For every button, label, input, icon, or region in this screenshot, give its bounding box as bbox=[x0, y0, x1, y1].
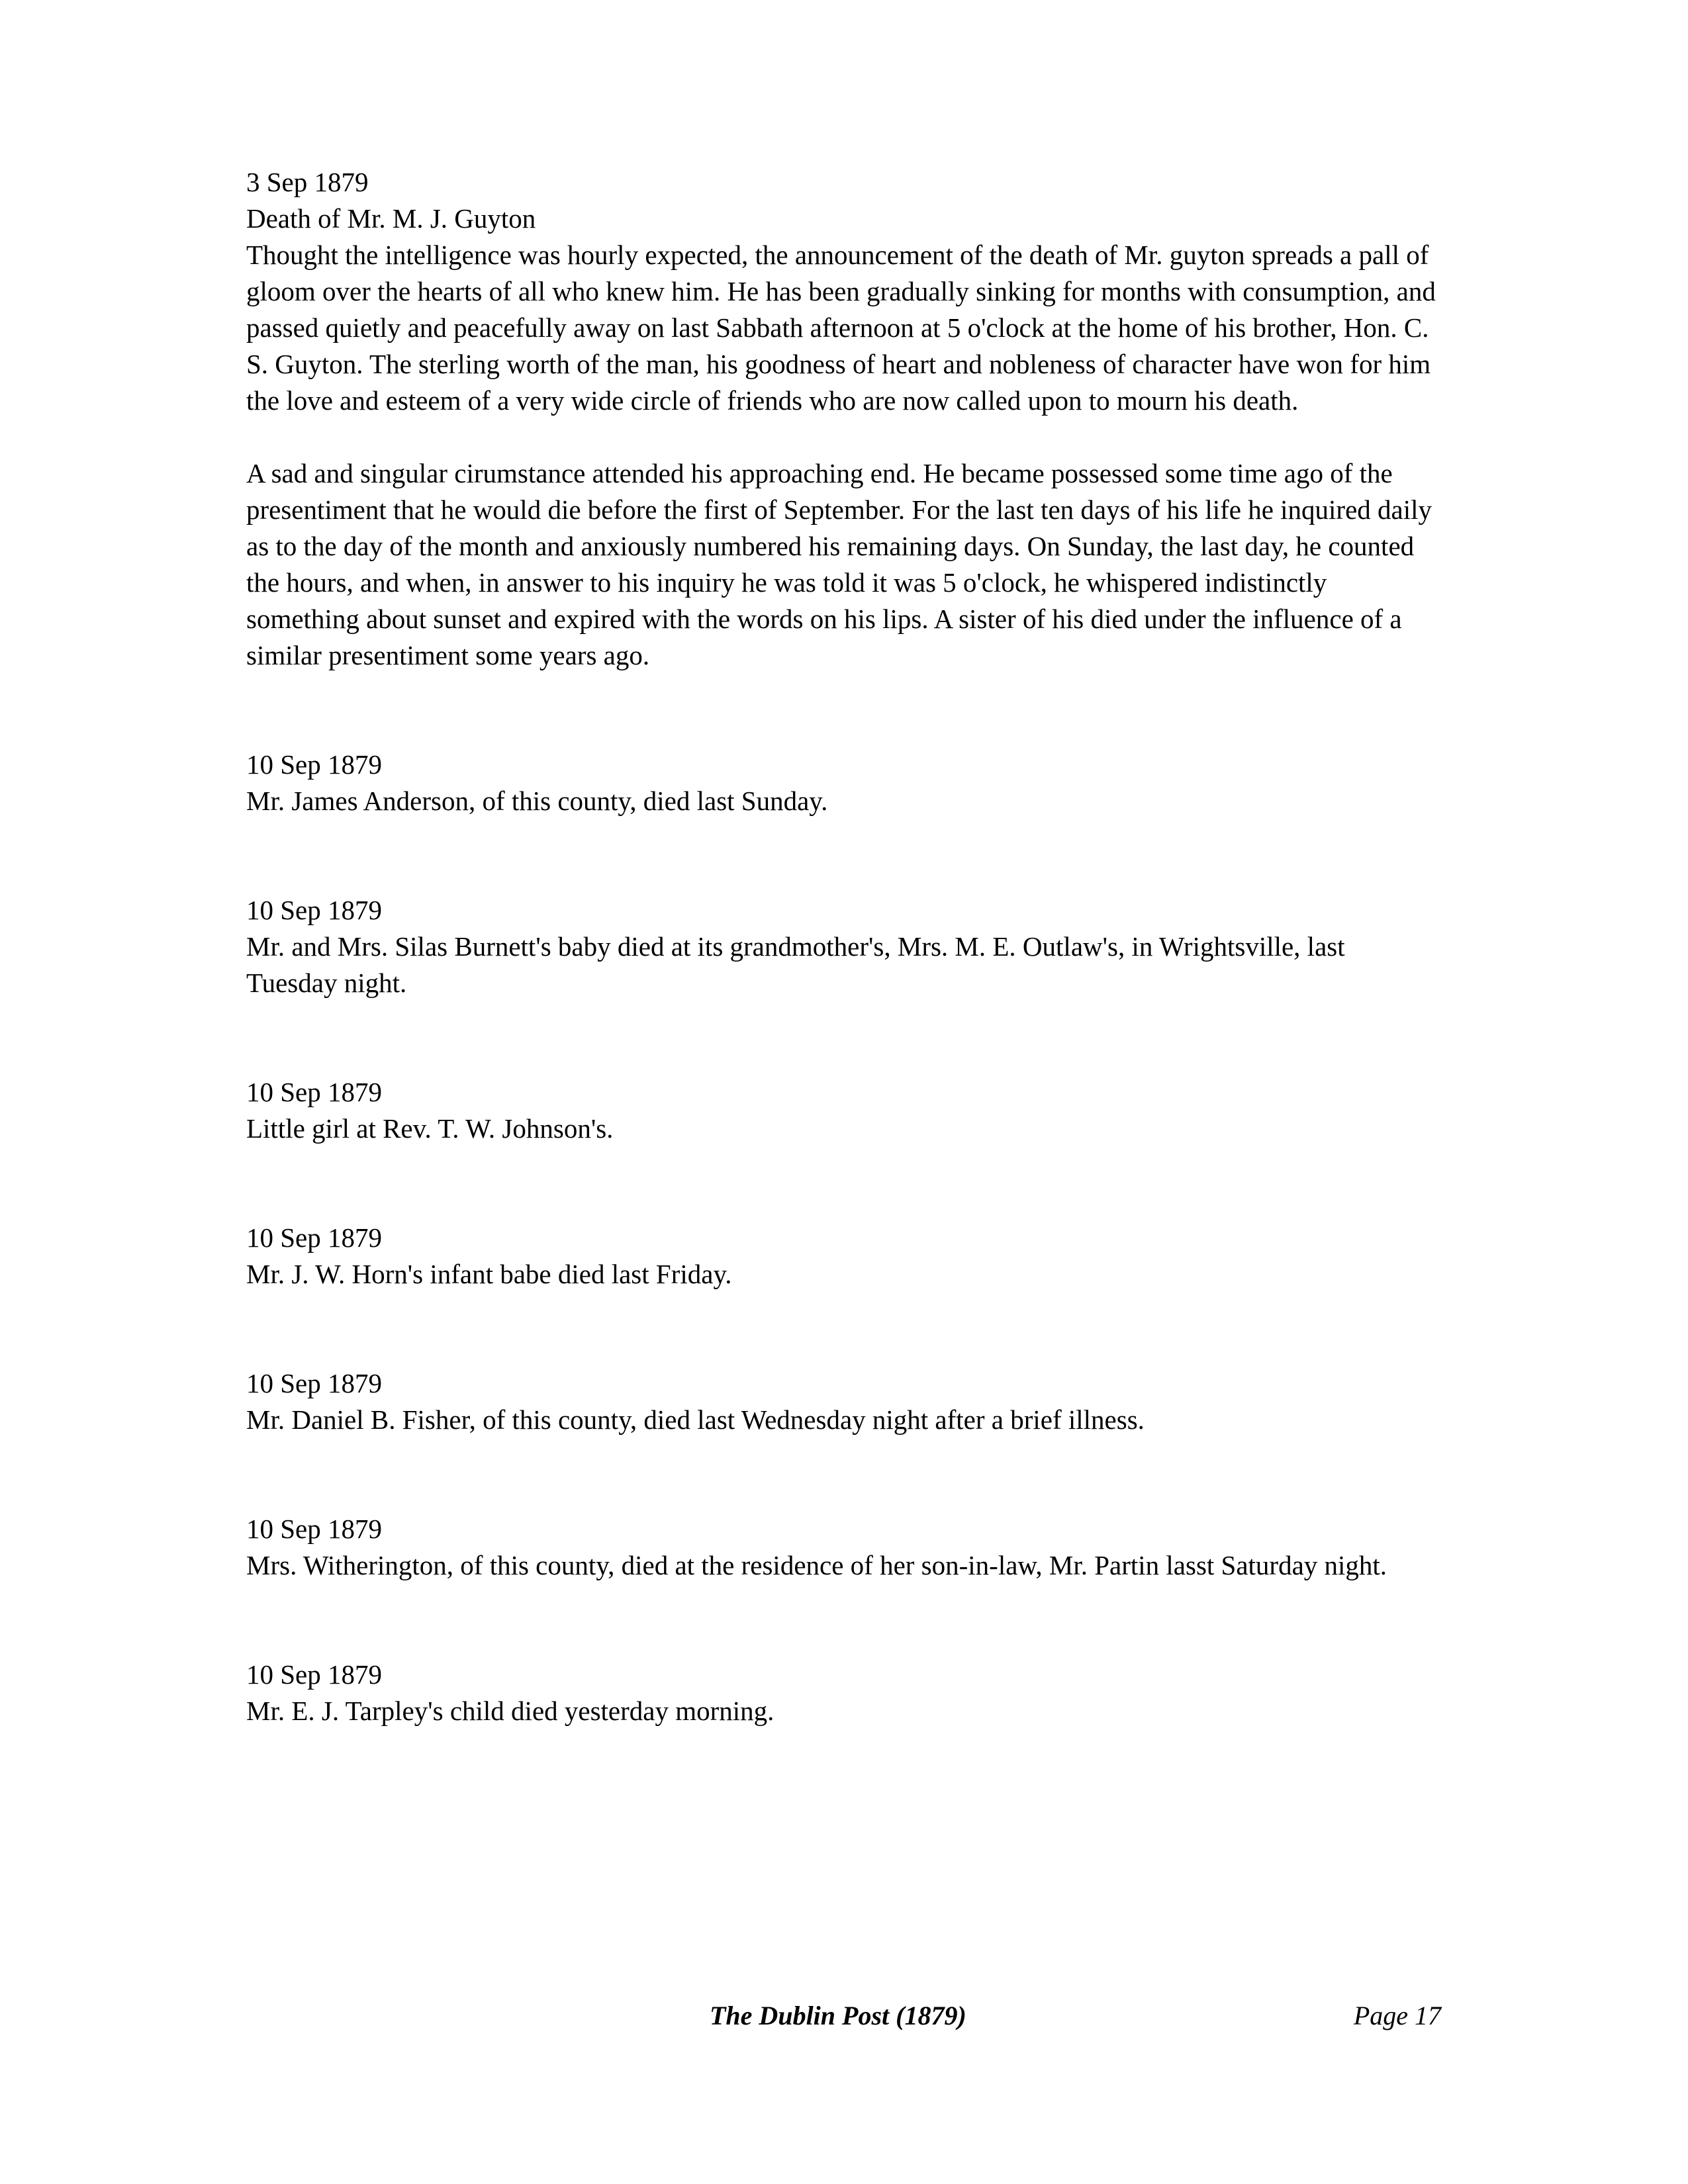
entry-spacer bbox=[246, 1584, 1441, 1657]
article-paragraph: A sad and singular cirumstance attended his approaching end. He became possessed some time ago of the presentiment that he would die before the first of September. For the last ten days of his life he inquired daily as to the day of the month and anxiously numbered his remaining days. On Sunday, the last day, he counted the hours, and when, in answer to his inquiry he was told it was 5 o'clock, he whispered indistinctly something about sunset and expired with the words on his lips. A sister of his died under the influence of a similar presentiment some years ago. bbox=[246, 458, 1432, 670]
entry-text: Mr. Daniel B. Fisher, of this county, died last Wednesday night after a brief illness. bbox=[246, 1404, 1145, 1435]
page-number: Page 17 bbox=[1353, 2001, 1441, 2030]
entry-text: Little girl at Rev. T. W. Johnson's. bbox=[246, 1113, 614, 1144]
entry-text: Mr. E. J. Tarpley's child died yesterday morning. bbox=[246, 1696, 774, 1726]
entry-date: 3 Sep 1879 bbox=[246, 167, 369, 197]
entry-text: Mrs. Witherington, of this county, died at the residence of her son-in-law, Mr. Partin lasst Saturday night. bbox=[246, 1550, 1387, 1580]
death-notice bbox=[246, 1220, 1441, 1293]
entry-spacer bbox=[246, 1147, 1441, 1220]
death-notice bbox=[246, 892, 1441, 1001]
death-notice bbox=[246, 1657, 1441, 1729]
death-notice bbox=[246, 1511, 1441, 1584]
entry-date: 10 Sep 1879 bbox=[246, 1514, 382, 1544]
document-page bbox=[246, 164, 1441, 1729]
publication-title: The Dublin Post (1879) bbox=[710, 2001, 966, 2030]
entry-date: 10 Sep 1879 bbox=[246, 749, 382, 780]
death-notice bbox=[246, 1074, 1441, 1147]
entry-date: 10 Sep 1879 bbox=[246, 1077, 382, 1107]
entry-spacer bbox=[246, 674, 1441, 747]
entry-spacer bbox=[246, 1001, 1441, 1074]
entry-date: 10 Sep 1879 bbox=[246, 1659, 382, 1690]
entry-date: 10 Sep 1879 bbox=[246, 1368, 382, 1398]
article-guyton bbox=[246, 164, 1441, 674]
entry-date: 10 Sep 1879 bbox=[246, 895, 382, 925]
page-footer bbox=[246, 2000, 1441, 2040]
entry-text: Mr. and Mrs. Silas Burnett's baby died at its grandmother's, Mrs. M. E. Outlaw's, in Wrightsville, last Tuesday night. bbox=[246, 931, 1345, 998]
article-title: Death of Mr. M. J. Guyton bbox=[246, 203, 536, 234]
entry-spacer bbox=[246, 1438, 1441, 1511]
death-notice bbox=[246, 747, 1441, 819]
entry-text: Mr. J. W. Horn's infant babe died last Friday. bbox=[246, 1259, 732, 1289]
entry-text: Mr. James Anderson, of this county, died last Sunday. bbox=[246, 786, 828, 816]
article-paragraph: Thought the intelligence was hourly expected, the announcement of the death of Mr. guyton spreads a pall of gloom over the hearts of all who knew him. He has been gradually sinking for months with consumption, and passed quietly and peacefully away on last Sabbath afternoon at 5 o'clock at the home of his brother, Hon. C. S. Guyton. The sterling worth of the man, his goodness of heart and nobleness of character have won for him the love and esteem of a very wide circle of friends who are now called upon to mourn his death. bbox=[246, 240, 1436, 416]
paragraph-gap bbox=[246, 419, 1441, 455]
entry-spacer bbox=[246, 819, 1441, 892]
entry-date: 10 Sep 1879 bbox=[246, 1222, 382, 1253]
entry-spacer bbox=[246, 1293, 1441, 1365]
death-notice bbox=[246, 1365, 1441, 1438]
